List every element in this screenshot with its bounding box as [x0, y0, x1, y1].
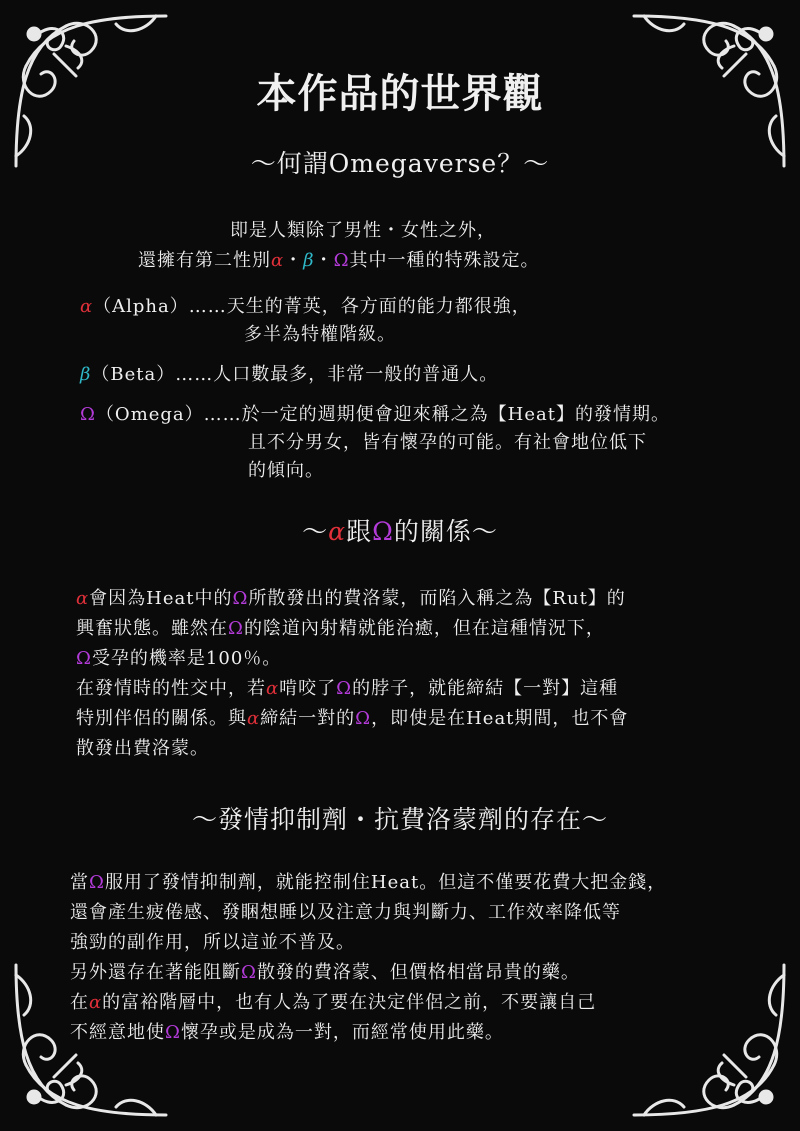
relation-line-3	[76, 644, 281, 670]
suppressant-text: 散發的費洛蒙、但價格相當昂貴的藥。	[256, 962, 580, 983]
omega-symbol: Ω	[89, 872, 105, 893]
intro-line-2-end: 其中一種的特殊設定。	[349, 250, 540, 271]
heading-connector: 跟	[346, 517, 373, 546]
suppressant-text: 懷孕或是成為一對，而經常使用此藥。	[180, 1022, 504, 1043]
page-title: 本作品的世界觀	[256, 71, 544, 117]
suppressant-text: 不經意地使	[70, 1022, 165, 1043]
relation-text: 特別伴侶的關係。與	[76, 708, 247, 729]
relation-text: 締結一對的	[260, 708, 356, 729]
alpha-symbol: α	[89, 992, 103, 1013]
suppressant-text: 在	[70, 992, 89, 1013]
relation-text: 受孕的機率是100％。	[91, 648, 282, 669]
beta-symbol: β	[303, 250, 315, 271]
omega-symbol: Ω	[241, 962, 257, 983]
intro-line-2-text: 還擁有第二性別	[138, 250, 271, 271]
alpha-symbol: α	[271, 250, 285, 271]
omega-symbol: Ω	[228, 618, 244, 639]
intro-line-2	[138, 246, 540, 272]
relation-text: 的陰道內射精就能治癒，但在這種情況下，	[243, 618, 605, 639]
relation-line-4	[76, 674, 618, 700]
beta-symbol: β	[80, 364, 92, 385]
omega-symbol: Ω	[336, 678, 353, 699]
relation-text: 所散發出的費洛蒙，而陷入稱之為【Rut】的	[248, 588, 626, 609]
heading-tilde-left: ～	[302, 517, 329, 546]
intro-line-1: 即是人類除了男性・女性之外，	[230, 220, 496, 241]
omega-symbol: Ω	[333, 250, 350, 271]
omega-symbol: Ω	[372, 517, 394, 546]
suppressant-line-6	[70, 1018, 504, 1044]
dot-separator: ・	[284, 250, 304, 271]
relation-line-1	[76, 584, 626, 610]
suppressant-line-5	[70, 988, 596, 1014]
relation-line-5	[76, 704, 628, 730]
beta-definition-text: （Beta）……人口數最多，非常一般的普通人。	[91, 364, 499, 385]
omega-symbol: Ω	[232, 588, 249, 609]
alpha-symbol: α	[266, 678, 280, 699]
heading-alpha-omega-relation	[0, 512, 800, 548]
alpha-symbol: α	[76, 588, 90, 609]
alpha-symbol: α	[247, 708, 261, 729]
alpha-symbol: α	[80, 296, 94, 317]
alpha-definition	[80, 292, 531, 318]
relation-text: 會因為Heat中的	[89, 588, 233, 609]
alpha-definition-cont: 多半為特權階級。	[244, 324, 396, 345]
relation-line-2	[76, 614, 605, 640]
suppressant-line-1	[70, 868, 666, 894]
beta-definition	[80, 360, 498, 386]
suppressant-line-2: 還會產生疲倦感、發睏想睡以及注意力與判斷力、工作效率降低等	[70, 902, 621, 923]
omega-definition-cont-2: 的傾向。	[248, 460, 324, 481]
omega-symbol: Ω	[80, 404, 96, 425]
suppressant-line-4	[70, 958, 580, 984]
ornament-bottom-right-icon	[624, 955, 794, 1125]
omega-definition	[80, 400, 670, 426]
relation-text: 在發情時的性交中，若	[76, 678, 266, 699]
suppressant-line-3: 強勁的副作用，所以這並不普及。	[70, 932, 355, 953]
omega-definition-text: （Omega）……於一定的週期便會迎來稱之為【Heat】的發情期。	[95, 404, 670, 425]
dot-separator: ・	[314, 250, 334, 271]
relation-text: ，即使是在Heat期間，也不會	[371, 708, 629, 729]
suppressant-text: 當	[70, 872, 89, 893]
omega-symbol: Ω	[165, 1022, 181, 1043]
omega-definition-cont-1: 且不分男女，皆有懷孕的可能。有社會地位低下	[248, 432, 647, 453]
heading-tilde-right: 的關係～	[393, 517, 498, 546]
relation-text: 的脖子，就能締結【一對】這種	[352, 678, 619, 699]
relation-text: 啃咬了	[279, 678, 337, 699]
omega-symbol: Ω	[355, 708, 372, 729]
suppressant-text: 服用了發情抑制劑，就能控制住Heat。但這不僅要花費大把金錢，	[104, 872, 667, 893]
heading-what-is-omegaverse: ～何謂Omegaverse？～	[250, 149, 550, 178]
alpha-symbol: α	[328, 517, 347, 546]
suppressant-text: 的富裕階層中，也有人為了要在決定伴侶之前，不要讓自己	[102, 992, 597, 1013]
relation-line-6: 散發出費洛蒙。	[76, 738, 209, 759]
alpha-definition-text: （Alpha）……天生的菁英，各方面的能力都很強，	[93, 296, 531, 317]
omega-symbol: Ω	[76, 648, 92, 669]
relation-text: 興奮狀態。雖然在	[76, 618, 228, 639]
suppressant-text: 另外還存在著能阻斷	[70, 962, 241, 983]
heading-suppressants: ～發情抑制劑・抗費洛蒙劑的存在～	[191, 805, 608, 834]
